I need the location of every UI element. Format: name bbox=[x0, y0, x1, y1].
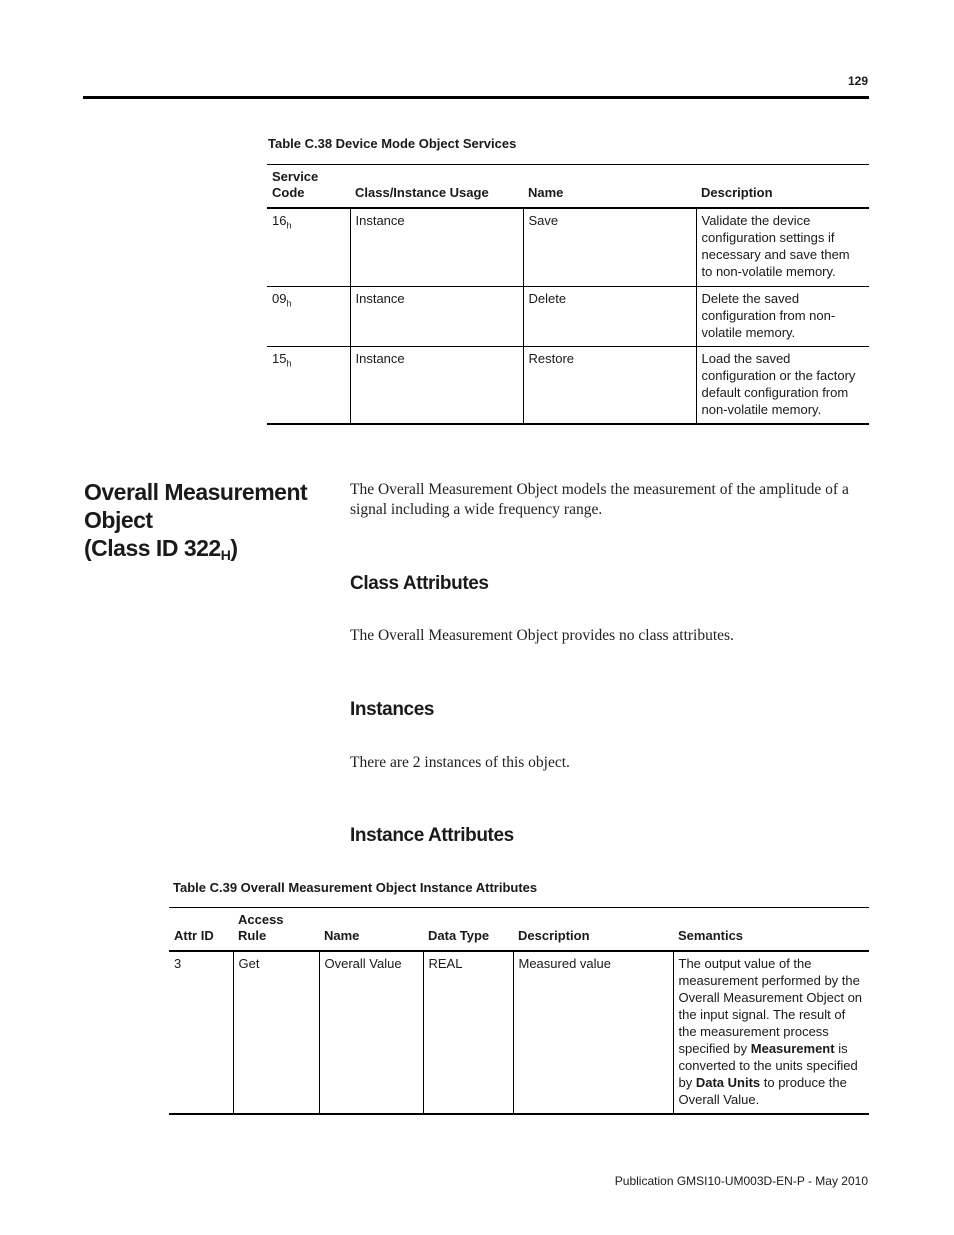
name-cell: Restore bbox=[523, 346, 696, 424]
header-access-line1: Access bbox=[238, 912, 284, 927]
semantics-bold-data-units: Data Units bbox=[695, 1075, 761, 1090]
hex-suffix: h bbox=[286, 298, 292, 309]
usage-cell: Instance bbox=[350, 208, 523, 286]
section-title-line2: Object bbox=[84, 507, 153, 533]
usage-cell: Instance bbox=[350, 346, 523, 424]
semantics-text: is converted to the units specified by bbox=[678, 1041, 858, 1090]
col-header-usage: Class/Instance Usage bbox=[355, 185, 489, 200]
usage-cell: Instance bbox=[350, 286, 523, 346]
header-service-line2: Code bbox=[272, 185, 305, 200]
name-cell: Save bbox=[523, 208, 696, 286]
service-code-cell bbox=[267, 208, 350, 286]
page-number: 129 bbox=[847, 74, 868, 88]
service-code-cell bbox=[267, 286, 350, 346]
service-code: 16 bbox=[272, 213, 287, 228]
class-id-close: ) bbox=[230, 535, 238, 561]
semantics-text: The output value of the measurement performed by the Overall Measurement Object on the input signal. The result of the measurement process specified by bbox=[678, 956, 863, 1056]
semantics-cell bbox=[673, 951, 869, 1114]
data-type-cell: REAL bbox=[423, 951, 513, 1114]
intro-paragraph: The Overall Measurement Object models the measurement of the amplitude of a signal including a wide frequency range. bbox=[350, 481, 849, 518]
table-header-row bbox=[267, 165, 869, 209]
col-header-attr-id: Attr ID bbox=[174, 928, 214, 943]
col-header-name: Name bbox=[528, 185, 564, 200]
instance-attributes-heading: Instance Attributes bbox=[350, 825, 514, 846]
access-rule-cell: Get bbox=[233, 951, 319, 1114]
semantics-bold-measurement: Measurement bbox=[750, 1041, 835, 1056]
table-row bbox=[169, 951, 869, 1114]
service-code: 09 bbox=[272, 290, 287, 306]
col-header-semantics: Semantics bbox=[678, 928, 744, 943]
description-cell: Load the saved configuration or the factory default configuration from non-volatile memory. bbox=[696, 346, 869, 424]
hex-suffix: h bbox=[286, 220, 292, 231]
col-header-description: Description bbox=[701, 185, 773, 200]
header-access-line2: Rule bbox=[238, 928, 267, 943]
table-header-row bbox=[169, 908, 869, 952]
section-title-line1: Overall Measurement bbox=[84, 479, 308, 505]
device-mode-services-table bbox=[267, 164, 869, 425]
hex-suffix: h bbox=[286, 358, 292, 369]
class-id-hex-suffix: H bbox=[220, 547, 231, 563]
publication-footer: Publication GMSI10-UM003D-EN-P - May 2010 bbox=[614, 1174, 868, 1188]
class-id-text: (Class ID 322 bbox=[84, 535, 221, 561]
col-header-description: Description bbox=[518, 928, 590, 943]
table-row bbox=[267, 208, 869, 286]
table-row bbox=[267, 346, 869, 424]
instances-text: There are 2 instances of this object. bbox=[350, 754, 570, 771]
col-header-data-type: Data Type bbox=[428, 928, 490, 943]
section-title bbox=[84, 478, 307, 569]
class-attributes-text: The Overall Measurement Object provides no class attributes. bbox=[350, 627, 734, 644]
description-cell: Measured value bbox=[513, 951, 673, 1114]
col-header-name: Name bbox=[324, 928, 360, 943]
table-c38-caption: Table C.38 Device Mode Object Services bbox=[268, 136, 517, 151]
class-attributes-heading: Class Attributes bbox=[350, 573, 489, 594]
description-cell: Validate the device configuration settings if necessary and save them to non-volatile memory. bbox=[696, 208, 869, 286]
description-cell: Delete the saved configuration from non-volatile memory. bbox=[696, 286, 869, 346]
name-cell: Overall Value bbox=[319, 951, 423, 1114]
header-rule bbox=[83, 96, 869, 99]
col-header-service-code bbox=[267, 165, 350, 209]
service-code-cell bbox=[267, 346, 350, 424]
section-title-line3 bbox=[84, 534, 307, 569]
instance-attributes-table bbox=[169, 907, 869, 1115]
name-cell: Delete bbox=[523, 286, 696, 346]
instances-heading: Instances bbox=[350, 699, 435, 720]
col-header-access-rule bbox=[233, 908, 319, 952]
service-code: 15 bbox=[272, 350, 287, 366]
header-service-line1: Service bbox=[272, 169, 319, 184]
attr-id-cell: 3 bbox=[174, 956, 182, 971]
semantics-text: to produce the Overall Value. bbox=[678, 1075, 847, 1107]
table-c39-caption: Table C.39 Overall Measurement Object Instance Attributes bbox=[173, 880, 538, 895]
table-row bbox=[267, 286, 869, 346]
